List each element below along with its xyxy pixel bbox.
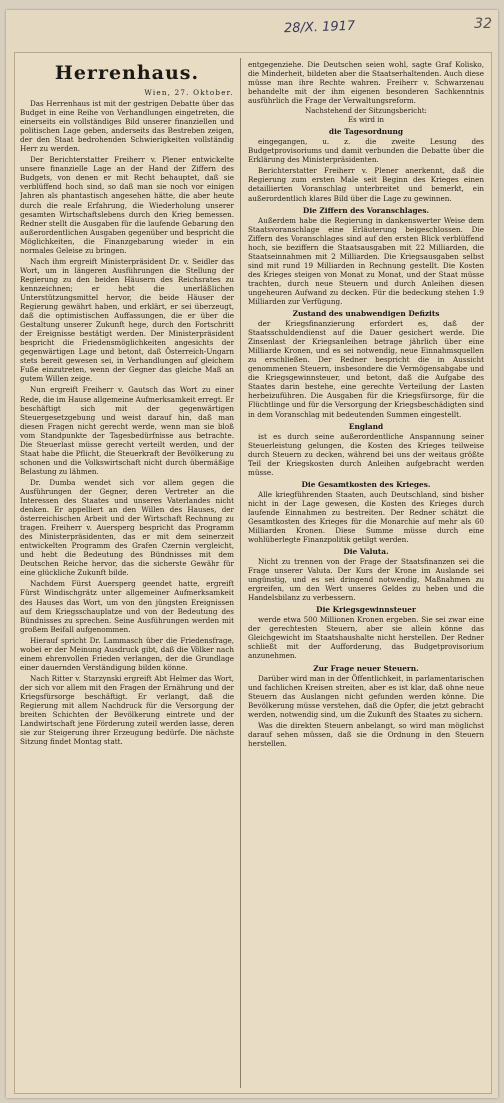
- section-paragraph: der Kriegsfinanzierung erfordert es, daß der Staatsschuldendienst auf die Dauer gesichert werde. Die Zinsenlast der Kriegsanleihen betrage jährlich über eine Milliarde Kronen, und es sei notwendig, neue Einnahmsquellen zu erschließen. Der Redner bespricht die in Aussicht genommenen Steuern, insbesondere die Vermögensabgabe und die Kriegsgewinnsteuer, und betont, daß die Aufgabe des Staates darin bestehe, eine gerechte Verteilung der Lasten herbeizuführen. Die Ausgaben für die Kriegsfürsorge, für die Flüchtlinge und für die Versorgung der Kriegsbeschädigten sind in dem Voranschlag mit bedeutenden Summen eingestellt.: [248, 319, 484, 419]
- section-paragraph: Außerdem habe die Regierung in dankenswerter Weise dem Staatsvoranschlage eine Erläuterung beigeschlossen. Die Ziffern des Voranschlages sind auf den ersten Blick verblüffend hoch, sie beziffern die Staatsausgaben mit 22 Milliarden, die Staatseinnahmen mit 2 Milliarden. Die Kriegsausgaben selbst sind mit rund 19 Milliarden in Rechnung gestellt. Die Kosten des Krieges steigen von Monat zu Monat, und der Staat müsse trachten, durch neue Steuern und durch Anleihen diesen ungeheuren Aufwand zu decken. Für die bedeckung stehen 1.9 Milliarden zur Verfügung.: [248, 215, 484, 306]
- section-heading: Die Kriegsgewinnsteuer: [316, 605, 416, 615]
- section-heading: England: [348, 421, 384, 431]
- session-report-note: Nachstehend der Sitzungsbericht:: [305, 107, 427, 116]
- column-divider: [240, 58, 241, 1088]
- article-title: Herrenhaus.: [54, 62, 200, 84]
- section-heading: Die Gesamtkosten des Krieges.: [301, 479, 431, 489]
- section-paragraph: Nicht zu trennen von der Frage der Staatsfinanzen sei die Frage unserer Valuta. Der Kurs der Krone im Auslande sei ungünstig, und es sei dringend notwendig, Maßnahmen zu ergreifen, um den Wert unseres Geldes zu heben und die Handelsbilanz zu verbessern.: [248, 557, 484, 603]
- section-paragraph: Was die direkten Steuern anbelangt, so wird man möglichst darauf sehen müssen, daß sie die Ordnung in den Steuern herstellen.: [248, 720, 484, 748]
- section-paragraph: eingegangen, u. z. die zweite Lesung des Budgetprovisoriums und damit verbunden die Debatte über die Erklärung des Ministerpräsidenten.: [248, 137, 484, 165]
- left-paragraph: Nach Ritter v. Starzynski ergreift Abt Helmer das Wort, der sich vor allem mit den Fragen der Ernährung und der Kriegsfürsorge beschäftigt. Er verlangt, daß die Regierung mit allem Nachdruck für die Versorgung der breiten Schichten der Bevölkerung eintrete und der Landwirtschaft jene Förderung zuteil werden lasse, deren sie zur Steigerung ihrer Erzeugung bedürfe. Die nächste Sitzung findet Montag statt.: [20, 673, 234, 747]
- dateline: Wien, 27. Oktober.: [144, 88, 234, 97]
- section-heading: Die Valuta.: [343, 547, 389, 557]
- section-heading: Zur Frage neuer Steuern.: [313, 663, 419, 673]
- left-paragraph: Nun ergreift Freiherr v. Gautsch das Wort zu einer Rede, die im Hause allgemeine Aufmerksamkeit erregt. Er beschäftigt sich mit der gegenwärtigen Steuergesetzgebung und weist darauf hin, daß man diesen Fragen nicht gerecht werde, wenn man sie bloß vom Standpunkte der Tagesbedürfnisse aus betrachte. Die Steuerlast müsse gerecht verteilt werden, und der Staat habe die Pflicht, die Steuerkraft der Bevölkerung zu schonen und die Volkswirtschaft nicht durch übermäßige Belastung zu lähmen.: [20, 385, 234, 476]
- left-paragraph: Nach ihm ergreift Ministerpräsident Dr. v. Seidler das Wort, um in längeren Ausführungen die Stellung der Regierung zu den beiden Häusern des Reichsrates zu kennzeichnen; er hebt die unerläßlichen Unterstützungsmittel hervor, die beide Häuser der Regierung gewährt haben, und erklärt, er sei überzeugt, daß die optimistischen Auffassungen, die er über die Gestaltung unserer Zukunft hege, durch den Fortschritt der Ereignisse bestätigt werden. Der Ministerpräsident bespricht die Friedensmöglichkeiten angesichts der gegenwärtigen Lage und betont, daß Österreich-Ungarn stets bereit gewesen sei, in Verhandlungen auf gleichem Fuße einzutreten, wenn der Gegner das gleiche Maß an gutem Willen zeige.: [20, 256, 234, 384]
- section-paragraph: Alle kriegführenden Staaten, auch Deutschland, sind bisher nicht in der Lage gewesen, die Kosten des Krieges durch laufende Einnahmen zu bestreiten. Der Redner schätzt die Gesamtkosten des Krieges für die Monarchie auf mehr als 60 Milliarden Kronen. Diese Summe müsse durch eine wohlüberlegte Finanzpolitik getilgt werden.: [248, 489, 484, 545]
- left-paragraph: Nachdem Fürst Auersperg geendet hatte, ergreift Fürst Windischgrätz unter allgemeiner Aufmerksamkeit des Hauses das Wort, um von den jüngsten Ereignissen auf dem Kriegsschauplatze und von der Bedeutung des Bündnisses zu sprechen. Seine Ausführungen werden mit großem Beifall aufgenommen.: [20, 579, 234, 634]
- section-paragraph: Berichterstatter Freiherr v. Plener anerkennt, daß die Regierung zum ersten Male seit Beginn des Krieges einen detaillierten Voranschlag unterbreitet und bemerkt, ein außerordentlich klares Bild über die Lage zu gewinnen.: [248, 166, 484, 203]
- right-column: [248, 60, 484, 1085]
- left-paragraphs: [20, 99, 234, 746]
- left-paragraph: Dr. Dumba wendet sich vor allem gegen die Ausführungen der Gegner, deren Vertreter an die Interessen des Staates und unseres Vaterlandes nicht denken. Er appelliert an den Willen des Hauses, der österreichischen Arbeit und der Wirtschaft Rechnung zu tragen. Freiherr v. Auersperg bespricht das Programm des Ministerpräsidenten, das er mit dem seinerzeit entwickelten Programm des Grafen Czernin vergleicht, und hebt die Bedeutung des Bündnisses mit dem Deutschen Reiche hervor, das die sicherste Gewähr für eine glückliche Zukunft bilde.: [20, 477, 234, 578]
- page-number: 32: [474, 16, 492, 32]
- section-heading: die Tagesordnung: [328, 127, 404, 137]
- section-heading: Zustand des unabwendigen Defizits: [292, 309, 440, 319]
- left-column: [20, 60, 234, 1085]
- right-intro: entgegenziehe. Die Deutschen seien wohl, sagte Graf Kolisko, die Minderheit, bildeten aber die Staatserhaltenden. Auch diese müsse man ihre Rechte wahren. Freiherr v. Schwarzenau behandelte mit der ihm eigenen besonderen Sachkenntnis ausführlich die Frage der Verwaltungsreform.: [248, 60, 484, 106]
- section-paragraph: werde etwa 500 Millionen Kronen ergeben. Sie sei zwar eine der gerechtesten Steuern, aber sie allein könne das Gleichgewicht im Staatshaushalte nicht herstellen. Der Redner schließt mit der Aufforderung, das Budgetprovisorium anzunehmen.: [248, 615, 484, 661]
- section-paragraph: ist es durch seine außerordentliche Anspannung seiner Steuerleistung gelungen, die Kosten des Krieges teilweise durch Steuern zu decken, während bei uns der weitaus größte Teil der Kriegskosten durch Anleihen aufgebracht werden müsse.: [248, 431, 484, 477]
- section-heading: Die Ziffern des Voranschlages.: [302, 205, 430, 215]
- left-paragraph: Hierauf spricht Dr. Lammasch über die Friedensfrage, wobei er der Meinung Ausdruck gibt, daß die Völker nach einem ehrenvollen Frieden verlangen, der die Grundlage einer dauernden Verständigung bilden könne.: [20, 635, 234, 672]
- right-sections: [248, 127, 484, 748]
- session-report-note-2: Es wird in: [348, 116, 384, 125]
- left-paragraph: Das Herrenhaus ist mit der gestrigen Debatte über das Budget in eine Reihe von Verhandlungen eingetreten, die einerseits ein vollständiges Bild unserer finanziellen und politischen Lage geben, anderseits das Bestreben zeigen, der den Staat bedrohenden Schwierigkeiten vollständig Herr zu werden.: [20, 99, 234, 154]
- section-paragraph: Darüber wird man in der Öffentlichkeit, in parlamentarischen und fachlichen Kreisen streiten, aber es ist klar, daß ohne neue Steuern das Auslangen nicht gefunden werden könne. Die Bevölkerung müsse verstehen, daß die Opfer, die jetzt gebracht werden, notwendig sind, um die Zukunft des Staates zu sichern.: [248, 673, 484, 719]
- handwritten-date: 28/X. 1917: [283, 18, 356, 37]
- left-paragraph: Der Berichterstatter Freiherr v. Plener entwickelte unsere finanzielle Lage an der Hand der Ziffern des Budgets, von denen er mit Recht behauptet, daß sie verblüffend hoch sind, so daß man sie noch vor einigen Jahren als phantastisch angesehen hätte, die aber heute durch die reale Erfahrung, die Wiederholung unserer gesamten Wirtschaftslebens durch den Krieg bemessen. Redner stellt die Ausgaben für die laufende Gebarung den außerordentlichen Ausgaben gegenüber und bespricht die Möglichkeiten, die Finanzgebarung wieder in ein normales Geleise zu bringen.: [20, 155, 234, 255]
